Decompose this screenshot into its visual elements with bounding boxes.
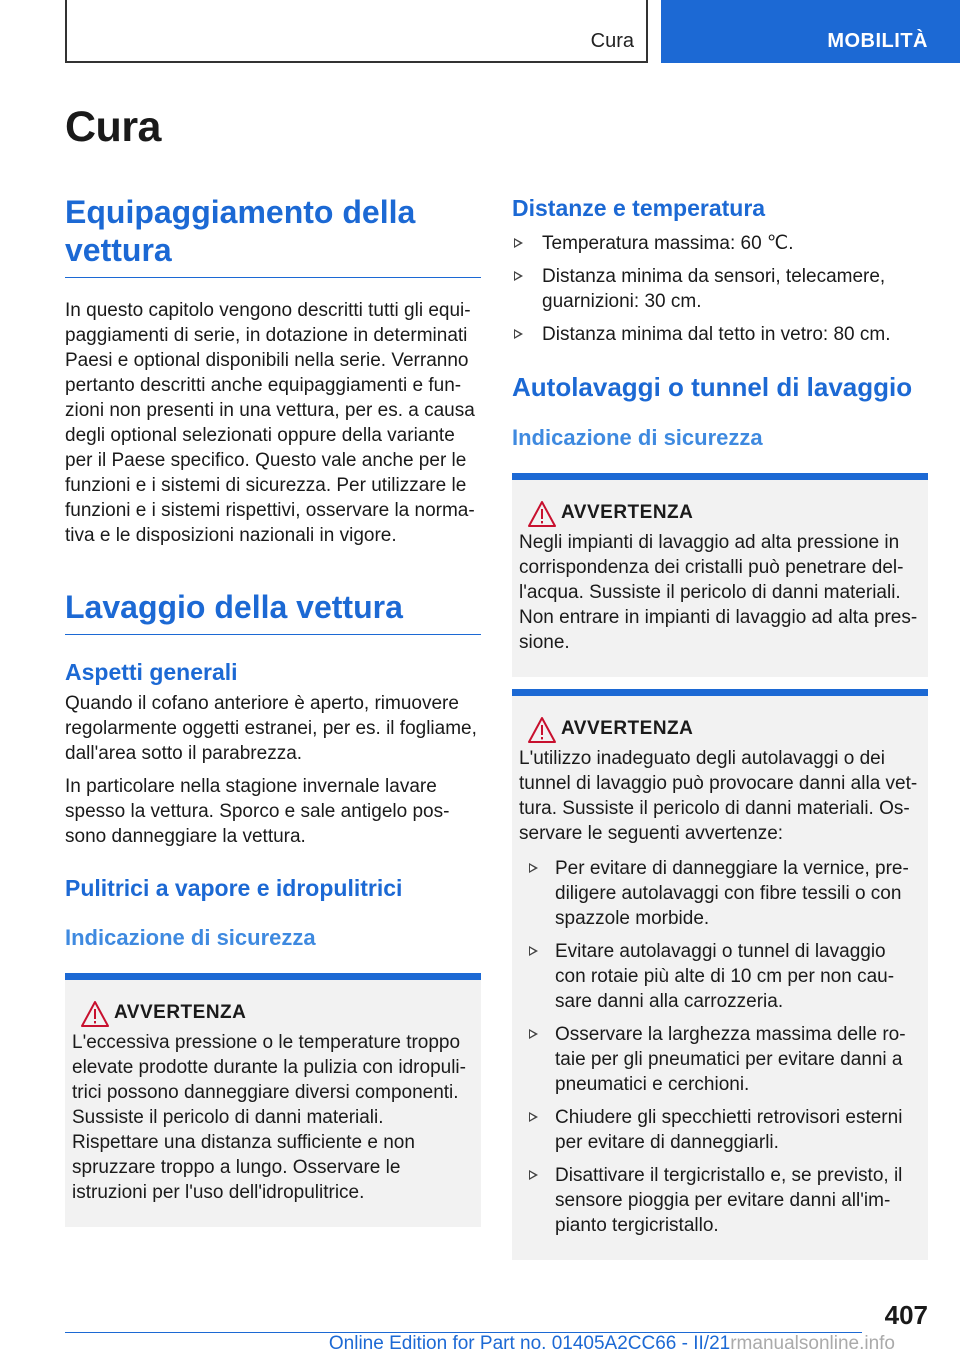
warning-box-high-pressure [512, 473, 928, 677]
carwash-advice-list [519, 856, 920, 1238]
header-chapter-tab[interactable] [661, 0, 960, 63]
car-wash-heading: Lavaggio della vettura [65, 588, 481, 635]
list-item: Distanza minima dal tetto in vetro: 80 cm. [512, 322, 928, 347]
triangle-bullet-icon [529, 1029, 538, 1039]
edition-text: Online Edition for Part no. 01405A2CC66 - II/21 [328, 1333, 731, 1354]
carwash-heading: Autolavaggi o tunnel di lavaggio [512, 372, 913, 402]
warning-header [72, 1000, 473, 1030]
warning-label: AVVERTENZA [561, 718, 694, 739]
list-item: Evitare autolavaggi o tunnel di lavaggio con rotaie più alte di 10 cm per non causare danni alla carrozzeria. [519, 939, 920, 1014]
triangle-bullet-icon [514, 271, 523, 281]
warning-header [519, 500, 920, 530]
chapter-title: Cura [65, 103, 161, 151]
carwash-safety-heading: Indicazione di sicurezza [512, 425, 763, 450]
list-item: Disattivare il tergicristallo e, se previsto, il sensore pioggia per evitare danni all'impianto tergicristallo. [519, 1163, 920, 1238]
general-paragraph-1: Quando il cofano anteriore è aperto, rimuovere regolarmente oggetti estranei, per es. il fogliame, dall'area sotto il parabrezza. [65, 693, 477, 764]
right-column [512, 193, 928, 1260]
warning-label: AVVERTENZA [561, 502, 694, 523]
warning-text: L'eccessiva pressione o le temperature troppo elevate prodotte durante la pulizia con idropulitrici possono danneggiare diversi componenti. Sussiste il pericolo di danni materiali. Rispettare una distanza sufficiente e non spruzzare troppo a lungo. Osservare le istruzioni per l'uso dell'idropulitrice. [72, 1032, 466, 1203]
warning-triangle-icon [527, 716, 557, 744]
warning-triangle-icon [80, 1000, 110, 1028]
list-item: Per evitare di danneggiare la vernice, prediligere autolavaggi con fibre tessili o con spazzole morbide. [519, 856, 920, 931]
list-item: Osservare la larghezza massima delle rotaie per gli pneumatici per evitare danni a pneumatici e cerchioni. [519, 1022, 920, 1097]
triangle-bullet-icon [529, 863, 538, 873]
triangle-bullet-icon [529, 1112, 538, 1122]
list-item: Distanza minima da sensori, telecamere, guarnizioni: 30 cm. [512, 264, 928, 314]
list-item: Chiudere gli specchietti retrovisori esterni per evitare di danneggiarli. [519, 1105, 920, 1155]
distance-temperature-heading: Distanze e temperatura [512, 195, 766, 221]
triangle-bullet-icon [514, 329, 523, 339]
header-chapter-label: MOBILITÀ [827, 30, 928, 52]
general-aspects-heading: Aspetti generali [65, 659, 238, 685]
footer-edition [0, 1333, 895, 1355]
warning-label: AVVERTENZA [114, 1002, 247, 1023]
warning-text: Negli impianti di lavaggio ad alta pressione in corrispondenza dei cristalli può penetrare dell'acqua. Sussiste il pericolo di danni materiali. Non entrare in impianti di lavaggio ad alta pressione. [519, 532, 918, 653]
warning-text: L'utilizzo inadeguato degli autolavaggi o dei tunnel di lavaggio può provocare danni alla vettura. Sussiste il pericolo di danni materiali. Osservare le seguenti avvertenze: [519, 748, 918, 844]
triangle-bullet-icon [529, 1170, 538, 1180]
distance-list [512, 231, 928, 347]
steam-cleaners-heading: Pulitrici a vapore e idropulitrici [65, 875, 403, 901]
header-section-title: Cura [590, 30, 634, 52]
list-item: Temperatura massima: 60 ℃. [512, 231, 928, 256]
warning-header [519, 716, 920, 746]
header-section-box [65, 0, 648, 63]
warning-triangle-icon [527, 500, 557, 528]
warning-box-steam [65, 973, 481, 1227]
equipment-heading: Equipaggiamento della vettura [65, 193, 481, 278]
general-paragraph-2: In particolare nella stagione invernale lavare spesso la vettura. Sporco e sale antigelo possono danneggiare la vettura. [65, 776, 450, 847]
warning-box-carwash [512, 689, 928, 1260]
triangle-bullet-icon [514, 238, 523, 248]
page-number: 407 [884, 1300, 928, 1330]
watermark-text: rmanualsonline.info [730, 1333, 895, 1354]
triangle-bullet-icon [529, 946, 538, 956]
steam-safety-heading: Indicazione di sicurezza [65, 925, 316, 950]
left-column [65, 193, 481, 1227]
equipment-paragraph: In questo capitolo vengono descritti tutti gli equipaggiamenti di serie, in dotazione in determinati Paesi e optional disponibili nella serie. Verranno pertanto descritti anche equipaggiamenti e funzioni non presenti in una vettura, per es. a causa degli optional selezionati oppure della variante per il Paese specifico. Questo vale anche per le funzioni e i sistemi di sicurezza. Per utilizzare le funzioni e i sistemi rispettivi, osservare la normativa e le disposizioni nazionali in vigore. [65, 300, 475, 546]
